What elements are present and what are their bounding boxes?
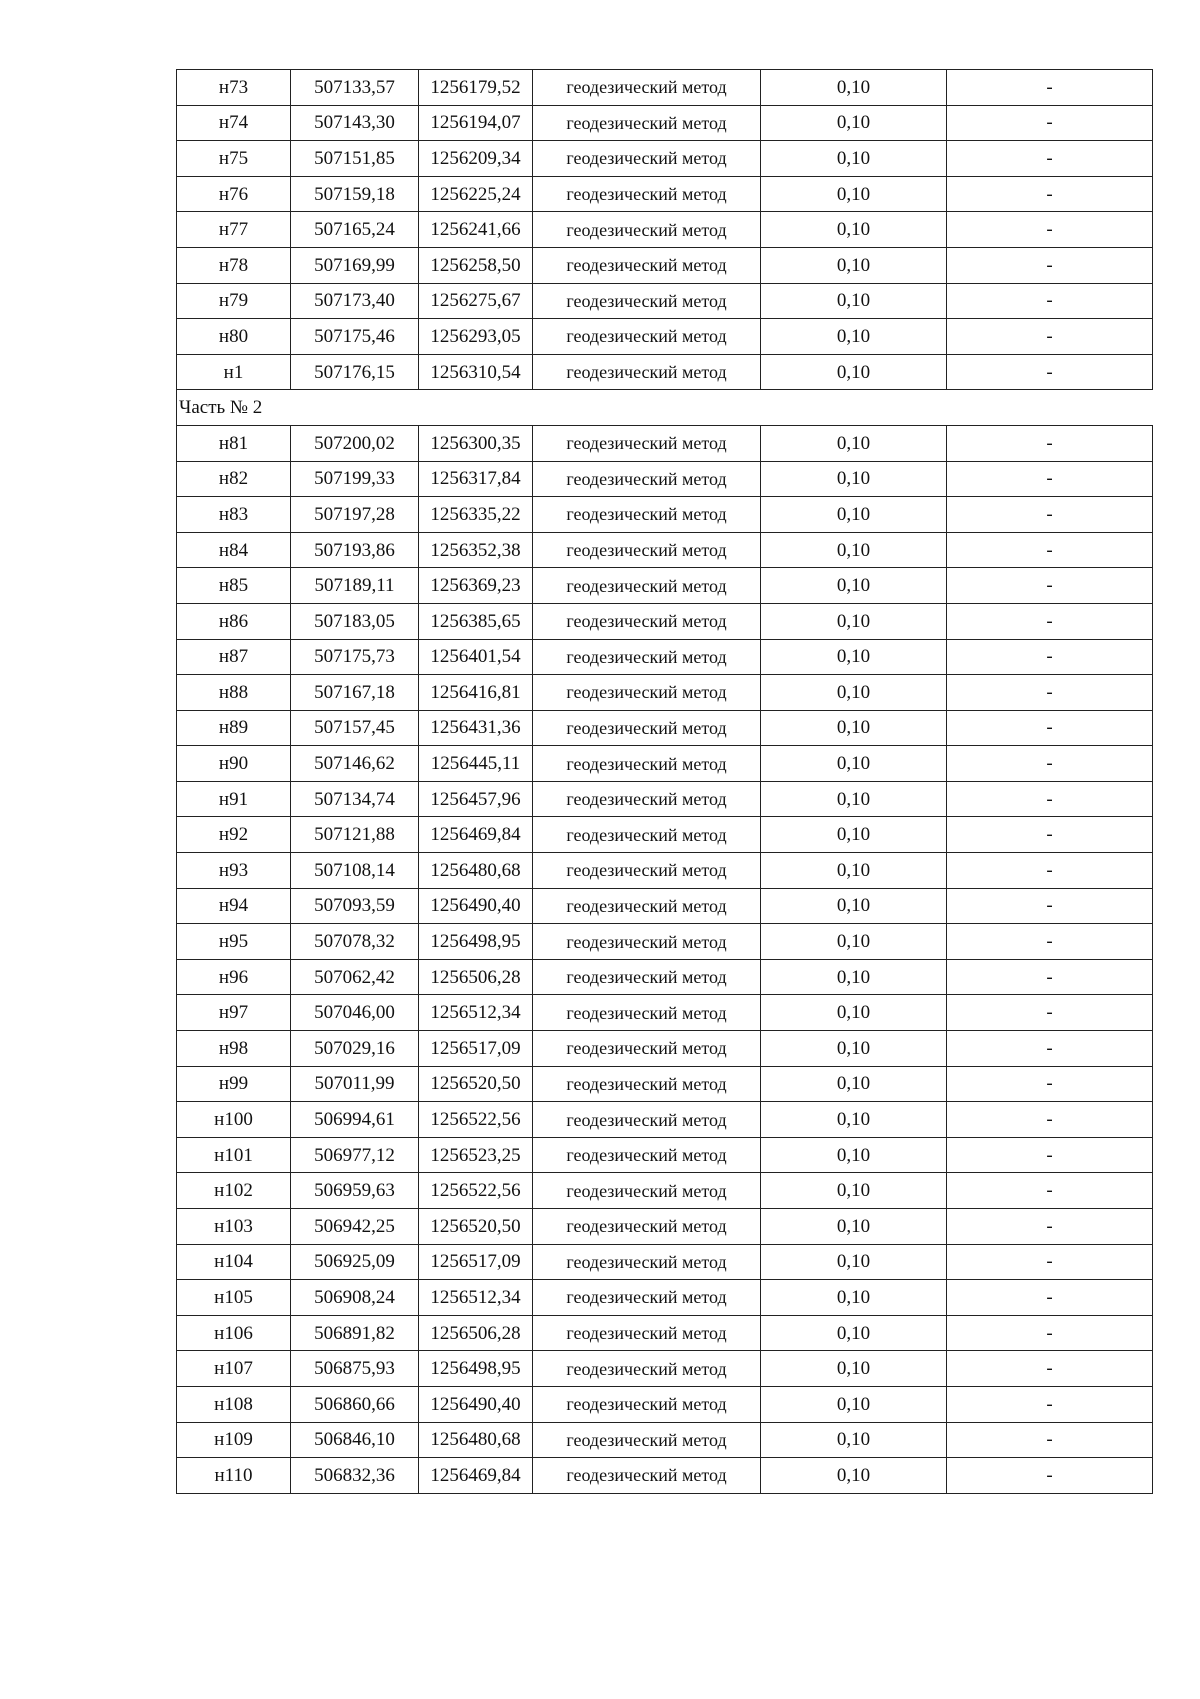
x-coordinate-cell: 506875,93: [291, 1351, 419, 1387]
y-coordinate-cell: 1256401,54: [419, 639, 533, 675]
table-row: [177, 461, 1153, 497]
accuracy-cell: 0,10: [761, 319, 947, 355]
x-coordinate-cell: 507029,16: [291, 1031, 419, 1067]
x-coordinate-cell: 507093,59: [291, 888, 419, 924]
method-cell: геодезический метод: [533, 1066, 761, 1102]
method-cell: геодезический метод: [533, 70, 761, 106]
method-cell: геодезический метод: [533, 176, 761, 212]
y-coordinate-cell: 1256457,96: [419, 781, 533, 817]
x-coordinate-cell: 507159,18: [291, 176, 419, 212]
table-row: [177, 959, 1153, 995]
y-coordinate-cell: 1256241,66: [419, 212, 533, 248]
boundary-points-table: [176, 69, 1153, 1494]
accuracy-cell: 0,10: [761, 746, 947, 782]
method-cell: геодезический метод: [533, 1280, 761, 1316]
method-cell: геодезический метод: [533, 1422, 761, 1458]
y-coordinate-cell: 1256385,65: [419, 603, 533, 639]
table-row: [177, 70, 1153, 106]
table-row: [177, 710, 1153, 746]
accuracy-cell: 0,10: [761, 888, 947, 924]
y-coordinate-cell: 1256469,84: [419, 1458, 533, 1494]
description-cell: -: [947, 603, 1153, 639]
x-coordinate-cell: 507062,42: [291, 959, 419, 995]
x-coordinate-cell: 506942,25: [291, 1209, 419, 1245]
x-coordinate-cell: 507108,14: [291, 853, 419, 889]
table-row: [177, 247, 1153, 283]
y-coordinate-cell: 1256506,28: [419, 959, 533, 995]
description-cell: -: [947, 853, 1153, 889]
point-id-cell: н104: [177, 1244, 291, 1280]
y-coordinate-cell: 1256512,34: [419, 1280, 533, 1316]
x-coordinate-cell: 506959,63: [291, 1173, 419, 1209]
description-cell: -: [947, 461, 1153, 497]
table-row: [177, 1386, 1153, 1422]
method-cell: геодезический метод: [533, 603, 761, 639]
accuracy-cell: 0,10: [761, 1066, 947, 1102]
section-row: [177, 390, 1153, 426]
point-id-cell: н88: [177, 675, 291, 711]
accuracy-cell: 0,10: [761, 283, 947, 319]
description-cell: -: [947, 1386, 1153, 1422]
point-id-cell: н97: [177, 995, 291, 1031]
method-cell: геодезический метод: [533, 1209, 761, 1245]
x-coordinate-cell: 507169,99: [291, 247, 419, 283]
point-id-cell: н1: [177, 354, 291, 390]
y-coordinate-cell: 1256522,56: [419, 1173, 533, 1209]
y-coordinate-cell: 1256522,56: [419, 1102, 533, 1138]
method-cell: геодезический метод: [533, 497, 761, 533]
table-row: [177, 995, 1153, 1031]
accuracy-cell: 0,10: [761, 70, 947, 106]
y-coordinate-cell: 1256258,50: [419, 247, 533, 283]
y-coordinate-cell: 1256517,09: [419, 1244, 533, 1280]
table-row: [177, 817, 1153, 853]
accuracy-cell: 0,10: [761, 710, 947, 746]
x-coordinate-cell: 507193,86: [291, 532, 419, 568]
description-cell: -: [947, 675, 1153, 711]
description-cell: -: [947, 1244, 1153, 1280]
description-cell: -: [947, 1422, 1153, 1458]
y-coordinate-cell: 1256520,50: [419, 1066, 533, 1102]
description-cell: -: [947, 1173, 1153, 1209]
accuracy-cell: 0,10: [761, 425, 947, 461]
point-id-cell: н94: [177, 888, 291, 924]
table-row: [177, 1102, 1153, 1138]
accuracy-cell: 0,10: [761, 1209, 947, 1245]
table-row: [177, 1209, 1153, 1245]
x-coordinate-cell: 507011,99: [291, 1066, 419, 1102]
method-cell: геодезический метод: [533, 1173, 761, 1209]
y-coordinate-cell: 1256352,38: [419, 532, 533, 568]
point-id-cell: н80: [177, 319, 291, 355]
table-row: [177, 888, 1153, 924]
description-cell: -: [947, 888, 1153, 924]
point-id-cell: н98: [177, 1031, 291, 1067]
x-coordinate-cell: 506891,82: [291, 1315, 419, 1351]
description-cell: -: [947, 141, 1153, 177]
y-coordinate-cell: 1256480,68: [419, 853, 533, 889]
table-row: [177, 1280, 1153, 1316]
y-coordinate-cell: 1256498,95: [419, 1351, 533, 1387]
description-cell: -: [947, 1137, 1153, 1173]
table-row: [177, 176, 1153, 212]
accuracy-cell: 0,10: [761, 1173, 947, 1209]
description-cell: -: [947, 959, 1153, 995]
method-cell: геодезический метод: [533, 710, 761, 746]
point-id-cell: н90: [177, 746, 291, 782]
x-coordinate-cell: 507189,11: [291, 568, 419, 604]
point-id-cell: н77: [177, 212, 291, 248]
point-id-cell: н103: [177, 1209, 291, 1245]
method-cell: геодезический метод: [533, 1386, 761, 1422]
table-row: [177, 1422, 1153, 1458]
table-row: [177, 675, 1153, 711]
description-cell: -: [947, 176, 1153, 212]
accuracy-cell: 0,10: [761, 497, 947, 533]
description-cell: -: [947, 497, 1153, 533]
accuracy-cell: 0,10: [761, 1137, 947, 1173]
y-coordinate-cell: 1256469,84: [419, 817, 533, 853]
x-coordinate-cell: 507175,46: [291, 319, 419, 355]
description-cell: -: [947, 924, 1153, 960]
point-id-cell: н93: [177, 853, 291, 889]
table-row: [177, 568, 1153, 604]
x-coordinate-cell: 507165,24: [291, 212, 419, 248]
y-coordinate-cell: 1256445,11: [419, 746, 533, 782]
y-coordinate-cell: 1256480,68: [419, 1422, 533, 1458]
point-id-cell: н101: [177, 1137, 291, 1173]
table-body-part-1: [177, 70, 1153, 390]
y-coordinate-cell: 1256520,50: [419, 1209, 533, 1245]
y-coordinate-cell: 1256523,25: [419, 1137, 533, 1173]
table-row: [177, 425, 1153, 461]
description-cell: -: [947, 247, 1153, 283]
method-cell: геодезический метод: [533, 1102, 761, 1138]
table-row: [177, 319, 1153, 355]
accuracy-cell: 0,10: [761, 461, 947, 497]
point-id-cell: н96: [177, 959, 291, 995]
method-cell: геодезический метод: [533, 1351, 761, 1387]
description-cell: -: [947, 1458, 1153, 1494]
accuracy-cell: 0,10: [761, 853, 947, 889]
table-row: [177, 1173, 1153, 1209]
x-coordinate-cell: 506925,09: [291, 1244, 419, 1280]
method-cell: геодезический метод: [533, 1315, 761, 1351]
point-id-cell: н81: [177, 425, 291, 461]
description-cell: -: [947, 995, 1153, 1031]
table-row: [177, 1031, 1153, 1067]
point-id-cell: н79: [177, 283, 291, 319]
method-cell: геодезический метод: [533, 105, 761, 141]
y-coordinate-cell: 1256179,52: [419, 70, 533, 106]
x-coordinate-cell: 507197,28: [291, 497, 419, 533]
x-coordinate-cell: 506860,66: [291, 1386, 419, 1422]
y-coordinate-cell: 1256506,28: [419, 1315, 533, 1351]
y-coordinate-cell: 1256335,22: [419, 497, 533, 533]
x-coordinate-cell: 506908,24: [291, 1280, 419, 1316]
table-row: [177, 532, 1153, 568]
point-id-cell: н86: [177, 603, 291, 639]
point-id-cell: н83: [177, 497, 291, 533]
accuracy-cell: 0,10: [761, 1422, 947, 1458]
method-cell: геодезический метод: [533, 461, 761, 497]
description-cell: -: [947, 532, 1153, 568]
method-cell: геодезический метод: [533, 532, 761, 568]
point-id-cell: н87: [177, 639, 291, 675]
point-id-cell: н84: [177, 532, 291, 568]
x-coordinate-cell: 507183,05: [291, 603, 419, 639]
method-cell: геодезический метод: [533, 141, 761, 177]
point-id-cell: н110: [177, 1458, 291, 1494]
accuracy-cell: 0,10: [761, 1280, 947, 1316]
x-coordinate-cell: 507078,32: [291, 924, 419, 960]
y-coordinate-cell: 1256416,81: [419, 675, 533, 711]
x-coordinate-cell: 507176,15: [291, 354, 419, 390]
y-coordinate-cell: 1256431,36: [419, 710, 533, 746]
table-row: [177, 853, 1153, 889]
section-label: Часть № 2: [177, 390, 1153, 426]
method-cell: геодезический метод: [533, 354, 761, 390]
description-cell: -: [947, 105, 1153, 141]
point-id-cell: н92: [177, 817, 291, 853]
y-coordinate-cell: 1256490,40: [419, 1386, 533, 1422]
x-coordinate-cell: 506977,12: [291, 1137, 419, 1173]
y-coordinate-cell: 1256310,54: [419, 354, 533, 390]
description-cell: -: [947, 639, 1153, 675]
accuracy-cell: 0,10: [761, 568, 947, 604]
x-coordinate-cell: 507167,18: [291, 675, 419, 711]
method-cell: геодезический метод: [533, 1244, 761, 1280]
point-id-cell: н78: [177, 247, 291, 283]
description-cell: -: [947, 1351, 1153, 1387]
point-id-cell: н102: [177, 1173, 291, 1209]
method-cell: геодезический метод: [533, 212, 761, 248]
accuracy-cell: 0,10: [761, 141, 947, 177]
description-cell: -: [947, 70, 1153, 106]
description-cell: -: [947, 212, 1153, 248]
table-row: [177, 141, 1153, 177]
accuracy-cell: 0,10: [761, 1351, 947, 1387]
y-coordinate-cell: 1256317,84: [419, 461, 533, 497]
y-coordinate-cell: 1256293,05: [419, 319, 533, 355]
point-id-cell: н100: [177, 1102, 291, 1138]
x-coordinate-cell: 507175,73: [291, 639, 419, 675]
table-row: [177, 746, 1153, 782]
description-cell: -: [947, 425, 1153, 461]
y-coordinate-cell: 1256517,09: [419, 1031, 533, 1067]
x-coordinate-cell: 507133,57: [291, 70, 419, 106]
y-coordinate-cell: 1256209,34: [419, 141, 533, 177]
table-row: [177, 781, 1153, 817]
description-cell: -: [947, 1280, 1153, 1316]
point-id-cell: н95: [177, 924, 291, 960]
y-coordinate-cell: 1256369,23: [419, 568, 533, 604]
accuracy-cell: 0,10: [761, 176, 947, 212]
accuracy-cell: 0,10: [761, 603, 947, 639]
table-body-part-2: [177, 425, 1153, 1493]
description-cell: -: [947, 1209, 1153, 1245]
table-row: [177, 105, 1153, 141]
x-coordinate-cell: 506994,61: [291, 1102, 419, 1138]
x-coordinate-cell: 507134,74: [291, 781, 419, 817]
point-id-cell: н106: [177, 1315, 291, 1351]
method-cell: геодезический метод: [533, 1137, 761, 1173]
x-coordinate-cell: 507199,33: [291, 461, 419, 497]
table-row: [177, 212, 1153, 248]
method-cell: геодезический метод: [533, 853, 761, 889]
table-row: [177, 1244, 1153, 1280]
accuracy-cell: 0,10: [761, 1031, 947, 1067]
x-coordinate-cell: 507046,00: [291, 995, 419, 1031]
accuracy-cell: 0,10: [761, 1315, 947, 1351]
x-coordinate-cell: 507121,88: [291, 817, 419, 853]
accuracy-cell: 0,10: [761, 1458, 947, 1494]
accuracy-cell: 0,10: [761, 675, 947, 711]
description-cell: -: [947, 746, 1153, 782]
y-coordinate-cell: 1256194,07: [419, 105, 533, 141]
table-row: [177, 497, 1153, 533]
table-row: [177, 1315, 1153, 1351]
point-id-cell: н85: [177, 568, 291, 604]
description-cell: -: [947, 283, 1153, 319]
point-id-cell: н99: [177, 1066, 291, 1102]
description-cell: -: [947, 1102, 1153, 1138]
method-cell: геодезический метод: [533, 247, 761, 283]
description-cell: -: [947, 817, 1153, 853]
accuracy-cell: 0,10: [761, 995, 947, 1031]
description-cell: -: [947, 354, 1153, 390]
point-id-cell: н82: [177, 461, 291, 497]
description-cell: -: [947, 1066, 1153, 1102]
point-id-cell: н73: [177, 70, 291, 106]
method-cell: геодезический метод: [533, 781, 761, 817]
table-row: [177, 1137, 1153, 1173]
method-cell: геодезический метод: [533, 959, 761, 995]
y-coordinate-cell: 1256225,24: [419, 176, 533, 212]
y-coordinate-cell: 1256275,67: [419, 283, 533, 319]
y-coordinate-cell: 1256300,35: [419, 425, 533, 461]
point-id-cell: н91: [177, 781, 291, 817]
description-cell: -: [947, 710, 1153, 746]
table-body-section: [177, 390, 1153, 426]
x-coordinate-cell: 507173,40: [291, 283, 419, 319]
method-cell: геодезический метод: [533, 319, 761, 355]
table-row: [177, 924, 1153, 960]
description-cell: -: [947, 1315, 1153, 1351]
accuracy-cell: 0,10: [761, 817, 947, 853]
point-id-cell: н109: [177, 1422, 291, 1458]
x-coordinate-cell: 507151,85: [291, 141, 419, 177]
method-cell: геодезический метод: [533, 924, 761, 960]
x-coordinate-cell: 507157,45: [291, 710, 419, 746]
method-cell: геодезический метод: [533, 675, 761, 711]
accuracy-cell: 0,10: [761, 781, 947, 817]
method-cell: геодезический метод: [533, 746, 761, 782]
accuracy-cell: 0,10: [761, 924, 947, 960]
x-coordinate-cell: 507143,30: [291, 105, 419, 141]
method-cell: геодезический метод: [533, 639, 761, 675]
accuracy-cell: 0,10: [761, 1102, 947, 1138]
table-row: [177, 1458, 1153, 1494]
accuracy-cell: 0,10: [761, 247, 947, 283]
description-cell: -: [947, 568, 1153, 604]
method-cell: геодезический метод: [533, 995, 761, 1031]
point-id-cell: н76: [177, 176, 291, 212]
accuracy-cell: 0,10: [761, 105, 947, 141]
accuracy-cell: 0,10: [761, 1244, 947, 1280]
description-cell: -: [947, 781, 1153, 817]
y-coordinate-cell: 1256498,95: [419, 924, 533, 960]
table-row: [177, 1351, 1153, 1387]
x-coordinate-cell: 507200,02: [291, 425, 419, 461]
x-coordinate-cell: 506832,36: [291, 1458, 419, 1494]
description-cell: -: [947, 319, 1153, 355]
table-row: [177, 354, 1153, 390]
accuracy-cell: 0,10: [761, 532, 947, 568]
point-id-cell: н105: [177, 1280, 291, 1316]
method-cell: геодезический метод: [533, 1031, 761, 1067]
table-row: [177, 603, 1153, 639]
accuracy-cell: 0,10: [761, 212, 947, 248]
x-coordinate-cell: 507146,62: [291, 746, 419, 782]
table-row: [177, 283, 1153, 319]
table-row: [177, 1066, 1153, 1102]
point-id-cell: н75: [177, 141, 291, 177]
description-cell: -: [947, 1031, 1153, 1067]
point-id-cell: н107: [177, 1351, 291, 1387]
y-coordinate-cell: 1256490,40: [419, 888, 533, 924]
method-cell: геодезический метод: [533, 1458, 761, 1494]
point-id-cell: н108: [177, 1386, 291, 1422]
y-coordinate-cell: 1256512,34: [419, 995, 533, 1031]
method-cell: геодезический метод: [533, 888, 761, 924]
point-id-cell: н74: [177, 105, 291, 141]
method-cell: геодезический метод: [533, 568, 761, 604]
method-cell: геодезический метод: [533, 283, 761, 319]
table-row: [177, 639, 1153, 675]
x-coordinate-cell: 506846,10: [291, 1422, 419, 1458]
accuracy-cell: 0,10: [761, 1386, 947, 1422]
accuracy-cell: 0,10: [761, 959, 947, 995]
method-cell: геодезический метод: [533, 425, 761, 461]
accuracy-cell: 0,10: [761, 639, 947, 675]
point-id-cell: н89: [177, 710, 291, 746]
method-cell: геодезический метод: [533, 817, 761, 853]
accuracy-cell: 0,10: [761, 354, 947, 390]
